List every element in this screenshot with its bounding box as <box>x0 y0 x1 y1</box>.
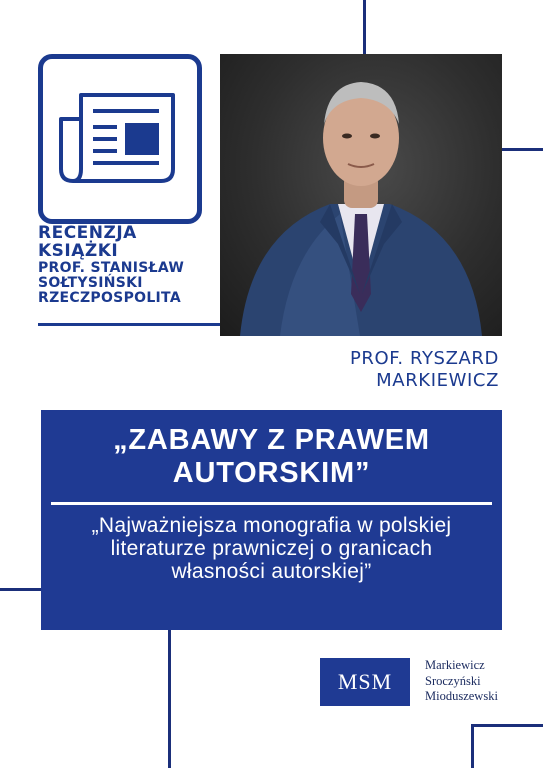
review-line-2: KSIĄŻKI <box>38 241 119 262</box>
review-line-4: SOŁTYSIŃSKI <box>38 274 143 291</box>
author-line-2: MARKIEWICZ <box>376 369 499 391</box>
review-line-1: RECENZJA <box>38 223 137 243</box>
portrait-photo <box>220 54 502 336</box>
review-underline <box>38 323 220 326</box>
decor-line-bottom-horizontal <box>474 724 543 727</box>
newspaper-icon-frame <box>38 54 202 224</box>
msm-logo: MSM <box>320 658 410 706</box>
decor-line-right-horizontal <box>502 148 543 151</box>
banner-divider <box>51 502 492 505</box>
review-quote: „Najważniejsza monografia w polskiej literaturze prawniczej o granicach własności autorskiej” <box>91 514 452 584</box>
firm-line-1: Markiewicz <box>425 658 485 672</box>
decor-line-top-vertical <box>363 0 366 56</box>
decor-line-bottom-vertical <box>168 630 171 768</box>
book-banner <box>41 410 502 630</box>
author-line-1: PROF. RYSZARD <box>349 348 499 369</box>
newspaper-icon <box>43 59 197 219</box>
review-line-5: RZECZPOSPOLITA <box>38 289 181 306</box>
decor-line-left-horizontal <box>0 588 41 591</box>
author-name <box>250 348 499 391</box>
review-line-3: PROF. STANISŁAW <box>38 259 185 276</box>
firm-name <box>425 658 498 705</box>
firm-line-3: Mioduszewski <box>425 689 498 704</box>
book-title: „ZABAWY Z PRAWEM AUTORSKIM” <box>113 424 430 490</box>
portrait-figure <box>220 54 502 336</box>
decor-line-bottom-right-vertical <box>471 724 474 768</box>
firm-line-2: Sroczyński <box>425 673 481 688</box>
review-heading <box>38 224 218 306</box>
